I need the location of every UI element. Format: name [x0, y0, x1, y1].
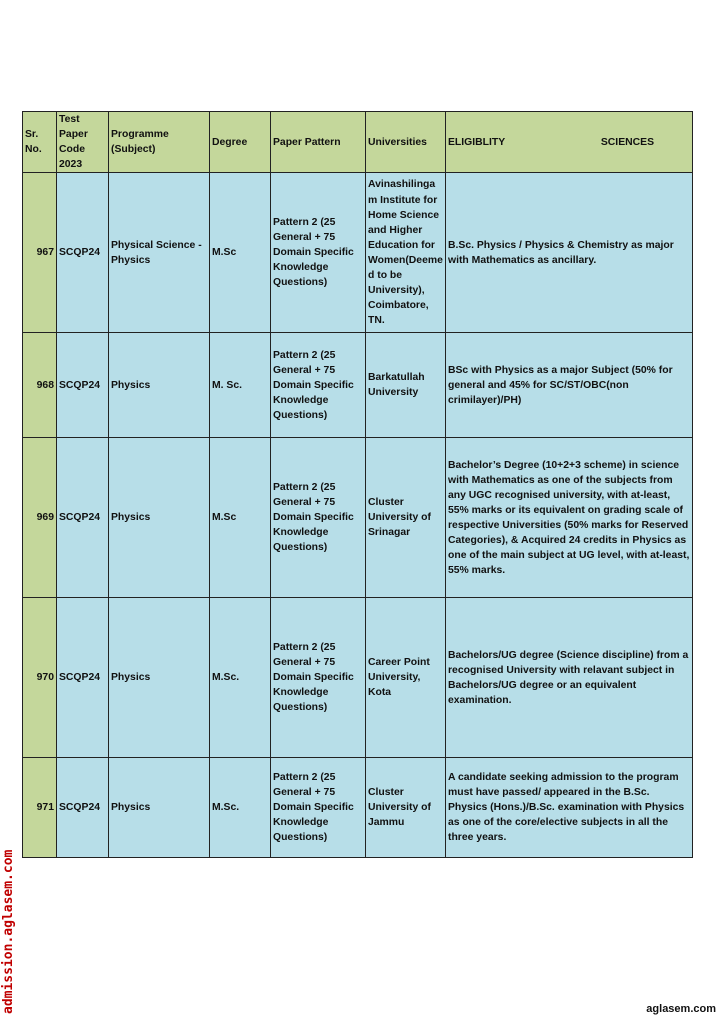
table-header-row — [23, 112, 693, 173]
table-row — [23, 173, 693, 333]
header-degree: Degree — [210, 112, 271, 173]
header-eligibility-label: ELIGIBLITY — [448, 136, 506, 148]
cell-university: Career Point University, Kota — [366, 598, 446, 758]
cell-degree: M. Sc. — [210, 333, 271, 438]
cell-university: Cluster University of Srinagar — [366, 438, 446, 598]
header-sr-no: Sr. No. — [23, 112, 57, 173]
cell-paper-pattern: Pattern 2 (25 General + 75 Domain Specific Knowledge Questions) — [271, 758, 366, 858]
cell-programme: Physics — [109, 333, 210, 438]
header-sciences-label: SCIENCES — [600, 136, 654, 148]
cell-programme: Physics — [109, 758, 210, 858]
cell-university: Barkatullah University — [366, 333, 446, 438]
cell-degree: M.Sc — [210, 438, 271, 598]
header-universities: Universities — [366, 112, 446, 173]
eligibility-table — [22, 111, 693, 858]
cell-programme: Physics — [109, 438, 210, 598]
cell-sr-no: 970 — [23, 598, 57, 758]
cell-degree: M.Sc. — [210, 758, 271, 858]
header-paper-pattern: Paper Pattern — [271, 112, 366, 173]
cell-paper-pattern: Pattern 2 (25 General + 75 Domain Specific Knowledge Questions) — [271, 173, 366, 333]
footer-brand: aglasem.com — [646, 1003, 716, 1015]
cell-university: Cluster University of Jammu — [366, 758, 446, 858]
cell-programme: Physics — [109, 598, 210, 758]
cell-paper-code: SCQP24 — [57, 173, 109, 333]
table-row — [23, 333, 693, 438]
cell-degree: M.Sc. — [210, 598, 271, 758]
table-row — [23, 598, 693, 758]
cell-eligibility: Bachelor’s Degree (10+2+3 scheme) in science with Mathematics as one of the subjects from any UGC recognised university, with at-least, 55% marks or its equivalent on grading scale of respective Universities (50% marks for Reserved Categories), & Acquired 24 credits in Physics as one of the main subject at UG level, with at-least, 55% marks. — [446, 438, 693, 598]
cell-paper-pattern: Pattern 2 (25 General + 75 Domain Specific Knowledge Questions) — [271, 598, 366, 758]
cell-university: Avinashilingam Institute for Home Science and Higher Education for Women(Deemed to be University), Coimbatore, TN. — [366, 173, 446, 333]
cell-paper-code: SCQP24 — [57, 333, 109, 438]
header-eligibility — [446, 112, 693, 173]
cell-eligibility: BSc with Physics as a major Subject (50% for general and 45% for SC/ST/OBC(non crimilayer)/PH) — [446, 333, 693, 438]
header-test-paper-code: Test Paper Code 2023 — [57, 112, 109, 173]
cell-eligibility: B.Sc. Physics / Physics & Chemistry as major with Mathematics as ancillary. — [446, 173, 693, 333]
cell-programme: Physical Science - Physics — [109, 173, 210, 333]
cell-paper-code: SCQP24 — [57, 438, 109, 598]
table-row — [23, 758, 693, 858]
cell-sr-no: 971 — [23, 758, 57, 858]
cell-paper-pattern: Pattern 2 (25 General + 75 Domain Specific Knowledge Questions) — [271, 333, 366, 438]
cell-degree: M.Sc — [210, 173, 271, 333]
cell-sr-no: 967 — [23, 173, 57, 333]
header-programme: Programme (Subject) — [109, 112, 210, 173]
cell-eligibility: A candidate seeking admission to the program must have passed/ appeared in the B.Sc. Physics (Hons.)/B.Sc. examination with Physics as one of the core/elective subjects in all the three years. — [446, 758, 693, 858]
cell-paper-pattern: Pattern 2 (25 General + 75 Domain Specific Knowledge Questions) — [271, 438, 366, 598]
cell-paper-code: SCQP24 — [57, 598, 109, 758]
cell-sr-no: 969 — [23, 438, 57, 598]
cell-paper-code: SCQP24 — [57, 758, 109, 858]
cell-sr-no: 968 — [23, 333, 57, 438]
site-watermark: admission.aglasem.com — [1, 849, 16, 1014]
cell-eligibility: Bachelors/UG degree (Science discipline) from a recognised University with relavant subject in Bachelors/UG degree or an equivalent examination. — [446, 598, 693, 758]
table-row — [23, 438, 693, 598]
